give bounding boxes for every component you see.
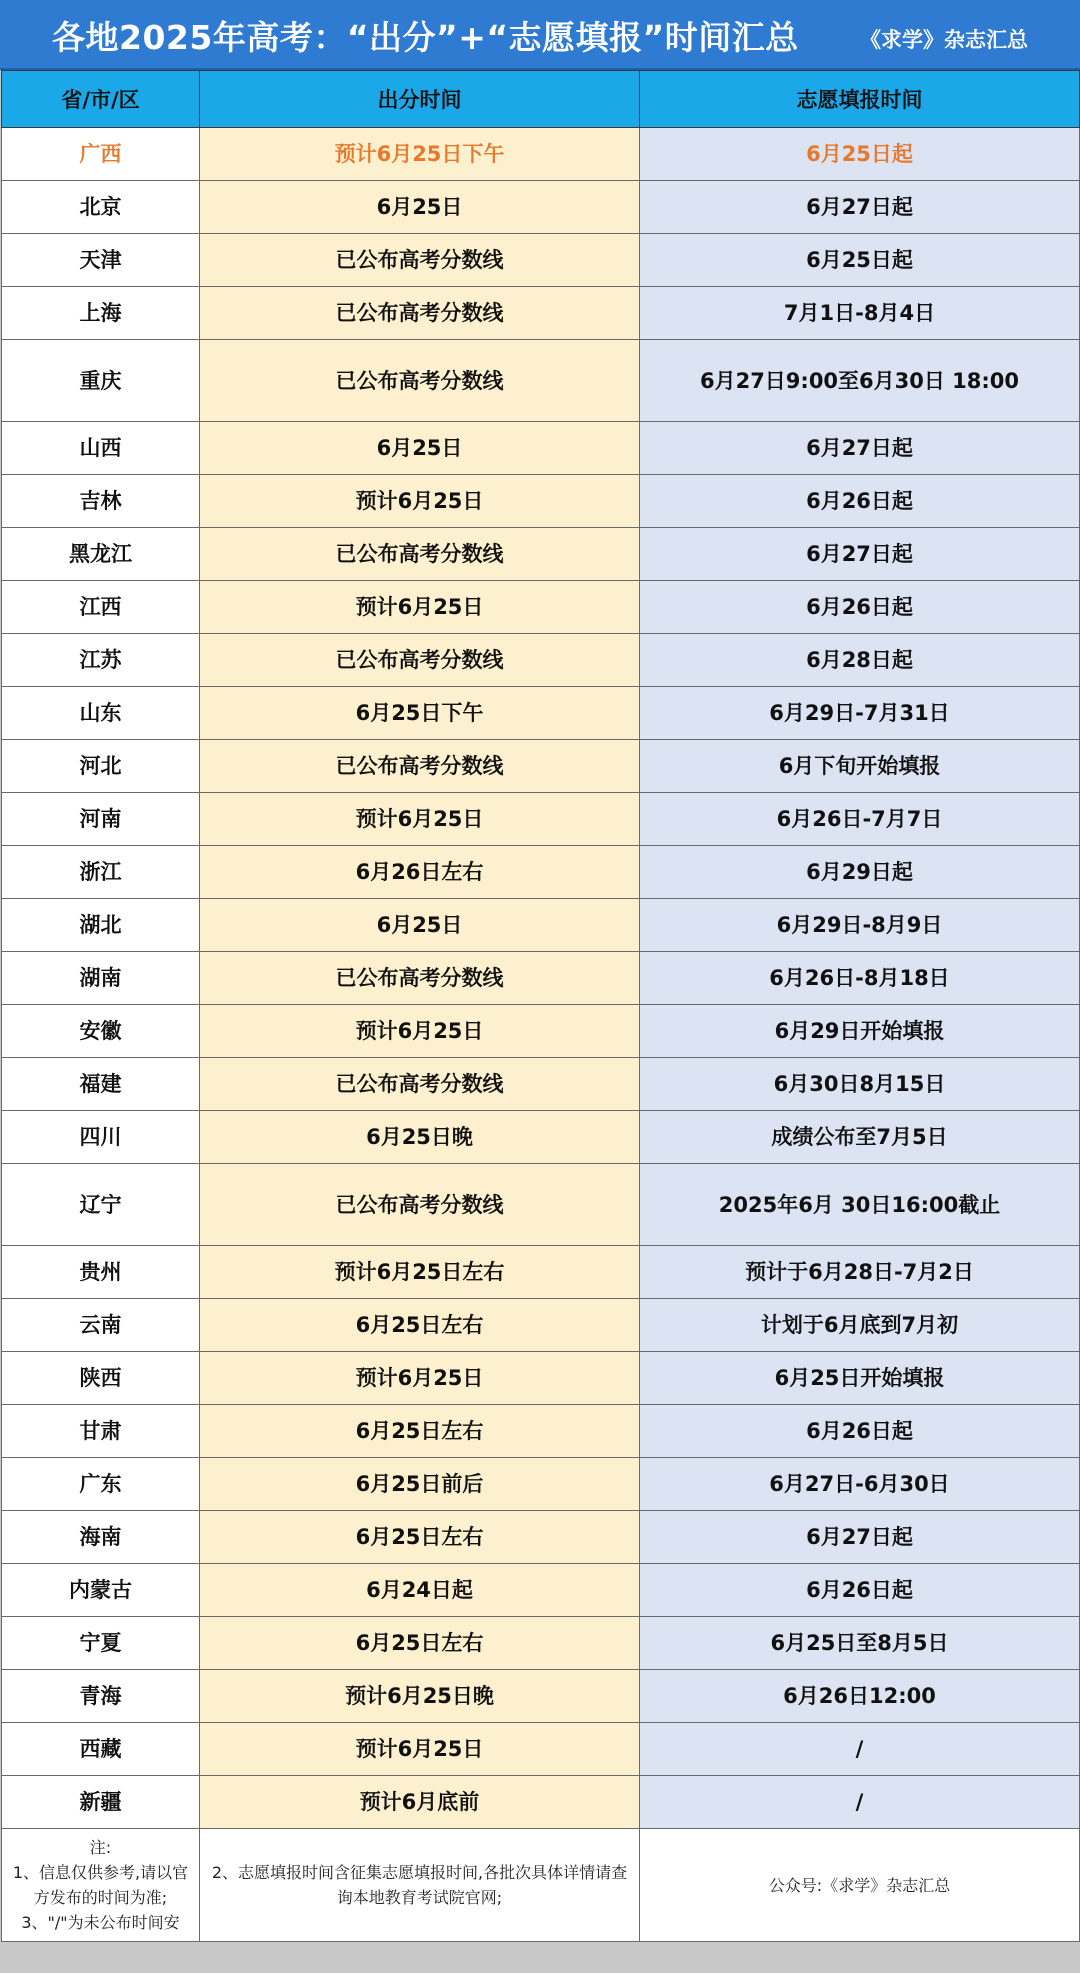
table-row: [2, 1458, 1080, 1511]
province-cell: 内蒙古: [2, 1564, 200, 1617]
score-time-cell: 已公布高考分数线: [200, 1058, 640, 1111]
province-cell: 湖北: [2, 899, 200, 952]
province-cell: 安徽: [2, 1005, 200, 1058]
fill-time-cell: 6月25日起: [640, 128, 1080, 181]
score-time-cell: 预计6月25日左右: [200, 1246, 640, 1299]
account-label: 公众号:《求学》杂志汇总: [768, 1875, 951, 1895]
province-cell: 甘肃: [2, 1405, 200, 1458]
notes-cell-left: [2, 1829, 200, 1942]
table-row: [2, 1776, 1080, 1829]
table-row: [2, 422, 1080, 475]
fill-time-cell: 预计于6月28日-7月2日: [640, 1246, 1080, 1299]
table-header-row: [2, 71, 1080, 128]
fill-time-cell: 6月28日起: [640, 634, 1080, 687]
schedule-table: [1, 70, 1080, 1942]
notes-row: [2, 1829, 1080, 1942]
fill-time-cell: 6月29日-8月9日: [640, 899, 1080, 952]
fill-time-cell: 6月29日开始填报: [640, 1005, 1080, 1058]
table-row: [2, 899, 1080, 952]
fill-time-cell: /: [640, 1776, 1080, 1829]
source-label: 《求学》杂志汇总: [860, 28, 1028, 52]
province-cell: 湖南: [2, 952, 200, 1005]
column-header-fill-time: 志愿填报时间: [640, 71, 1080, 128]
score-time-cell: 6月25日前后: [200, 1458, 640, 1511]
table-row: [2, 952, 1080, 1005]
province-cell: 广西: [2, 128, 200, 181]
province-cell: 四川: [2, 1111, 200, 1164]
fill-time-cell: 6月26日-8月18日: [640, 952, 1080, 1005]
score-time-cell: 已公布高考分数线: [200, 234, 640, 287]
fill-time-cell: 6月29日-7月31日: [640, 687, 1080, 740]
note-3: 3、"/"为未公布时间安: [21, 1913, 180, 1932]
province-cell: 广东: [2, 1458, 200, 1511]
province-cell: 黑龙江: [2, 528, 200, 581]
note-1: 1、信息仅供参考,请以官方发布的时间为准;: [12, 1863, 189, 1907]
table-row: [2, 581, 1080, 634]
table-row: [2, 128, 1080, 181]
score-time-cell: 6月25日左右: [200, 1299, 640, 1352]
column-header-province: 省/市/区: [2, 71, 200, 128]
table-row: [2, 181, 1080, 234]
table-row: [2, 340, 1080, 422]
notes-cell-right: [640, 1829, 1080, 1942]
score-time-cell: 6月25日左右: [200, 1511, 640, 1564]
fill-time-cell: 6月30日8月15日: [640, 1058, 1080, 1111]
notes-cell-middle: [200, 1829, 640, 1942]
fill-time-cell: 6月25日开始填报: [640, 1352, 1080, 1405]
table-row: [2, 1723, 1080, 1776]
fill-time-cell: 6月27日-6月30日: [640, 1458, 1080, 1511]
table-row: [2, 846, 1080, 899]
province-cell: 浙江: [2, 846, 200, 899]
province-cell: 西藏: [2, 1723, 200, 1776]
score-time-cell: 预计6月25日晚: [200, 1670, 640, 1723]
score-time-cell: 6月25日下午: [200, 687, 640, 740]
table-row: [2, 1005, 1080, 1058]
score-time-cell: 6月25日左右: [200, 1405, 640, 1458]
fill-time-cell: 6月26日起: [640, 1405, 1080, 1458]
score-time-cell: 预计6月25日: [200, 1723, 640, 1776]
province-cell: 江西: [2, 581, 200, 634]
score-time-cell: 6月25日左右: [200, 1617, 640, 1670]
fill-time-cell: 6月27日起: [640, 422, 1080, 475]
fill-time-cell: 6月26日起: [640, 475, 1080, 528]
bottom-strip: [0, 1942, 1080, 1968]
fill-time-cell: 6月29日起: [640, 846, 1080, 899]
score-time-cell: 6月25日: [200, 422, 640, 475]
fill-time-cell: 6月26日起: [640, 581, 1080, 634]
fill-time-cell: 计划于6月底到7月初: [640, 1299, 1080, 1352]
column-header-score-time: 出分时间: [200, 71, 640, 128]
title-bar: [0, 0, 1080, 70]
province-cell: 山西: [2, 422, 200, 475]
fill-time-cell: 7月1日-8月4日: [640, 287, 1080, 340]
table-row: [2, 528, 1080, 581]
score-time-cell: 预计6月25日: [200, 793, 640, 846]
fill-time-cell: 6月25日起: [640, 234, 1080, 287]
score-time-cell: 已公布高考分数线: [200, 740, 640, 793]
province-cell: 河南: [2, 793, 200, 846]
fill-time-cell: 6月下旬开始填报: [640, 740, 1080, 793]
fill-time-cell: 成绩公布至7月5日: [640, 1111, 1080, 1164]
table-row: [2, 1111, 1080, 1164]
table-row: [2, 234, 1080, 287]
province-cell: 宁夏: [2, 1617, 200, 1670]
fill-time-cell: 6月27日起: [640, 1511, 1080, 1564]
fill-time-cell: 6月25日至8月5日: [640, 1617, 1080, 1670]
table-row: [2, 1058, 1080, 1111]
province-cell: 上海: [2, 287, 200, 340]
score-time-cell: 预计6月25日: [200, 475, 640, 528]
page-title: 各地2025年高考：“出分”+“志愿填报”时间汇总: [52, 18, 799, 57]
fill-time-cell: 6月27日起: [640, 181, 1080, 234]
score-time-cell: 6月24日起: [200, 1564, 640, 1617]
table-row: [2, 287, 1080, 340]
table-row: [2, 1511, 1080, 1564]
fill-time-cell: 6月26日-7月7日: [640, 793, 1080, 846]
province-cell: 辽宁: [2, 1164, 200, 1246]
note-2: 2、志愿填报时间含征集志愿填报时间,各批次具体详情请查询本地教育考试院官网;: [211, 1863, 628, 1907]
score-time-cell: 预计6月25日: [200, 1352, 640, 1405]
fill-time-cell: 6月26日起: [640, 1564, 1080, 1617]
fill-time-cell: 6月26日12:00: [640, 1670, 1080, 1723]
table-row: [2, 1299, 1080, 1352]
score-time-cell: 已公布高考分数线: [200, 287, 640, 340]
province-cell: 青海: [2, 1670, 200, 1723]
province-cell: 海南: [2, 1511, 200, 1564]
table-row: [2, 1617, 1080, 1670]
province-cell: 山东: [2, 687, 200, 740]
table-row: [2, 740, 1080, 793]
province-cell: 重庆: [2, 340, 200, 422]
score-time-cell: 6月26日左右: [200, 846, 640, 899]
table-row: [2, 634, 1080, 687]
province-cell: 云南: [2, 1299, 200, 1352]
score-time-cell: 6月25日晚: [200, 1111, 640, 1164]
notes-heading: 注:: [89, 1838, 112, 1857]
score-time-cell: 预计6月25日: [200, 581, 640, 634]
table-row: [2, 1246, 1080, 1299]
fill-time-cell: 2025年6月 30日16:00截止: [640, 1164, 1080, 1246]
score-time-cell: 预计6月25日下午: [200, 128, 640, 181]
table-row: [2, 687, 1080, 740]
score-time-cell: 已公布高考分数线: [200, 340, 640, 422]
score-time-cell: 已公布高考分数线: [200, 952, 640, 1005]
province-cell: 天津: [2, 234, 200, 287]
table-row: [2, 793, 1080, 846]
fill-time-cell: 6月27日9:00至6月30日 18:00: [640, 340, 1080, 422]
table-row: [2, 1564, 1080, 1617]
score-time-cell: 已公布高考分数线: [200, 634, 640, 687]
score-time-cell: 预计6月底前: [200, 1776, 640, 1829]
score-time-cell: 6月25日: [200, 181, 640, 234]
score-time-cell: 已公布高考分数线: [200, 528, 640, 581]
table-row: [2, 475, 1080, 528]
province-cell: 新疆: [2, 1776, 200, 1829]
fill-time-cell: 6月27日起: [640, 528, 1080, 581]
province-cell: 北京: [2, 181, 200, 234]
table-row: [2, 1405, 1080, 1458]
table-row: [2, 1670, 1080, 1723]
table-row: [2, 1164, 1080, 1246]
score-time-cell: 6月25日: [200, 899, 640, 952]
score-time-cell: 已公布高考分数线: [200, 1164, 640, 1246]
province-cell: 河北: [2, 740, 200, 793]
province-cell: 江苏: [2, 634, 200, 687]
fill-time-cell: /: [640, 1723, 1080, 1776]
province-cell: 福建: [2, 1058, 200, 1111]
province-cell: 吉林: [2, 475, 200, 528]
province-cell: 贵州: [2, 1246, 200, 1299]
table-row: [2, 1352, 1080, 1405]
province-cell: 陕西: [2, 1352, 200, 1405]
score-time-cell: 预计6月25日: [200, 1005, 640, 1058]
